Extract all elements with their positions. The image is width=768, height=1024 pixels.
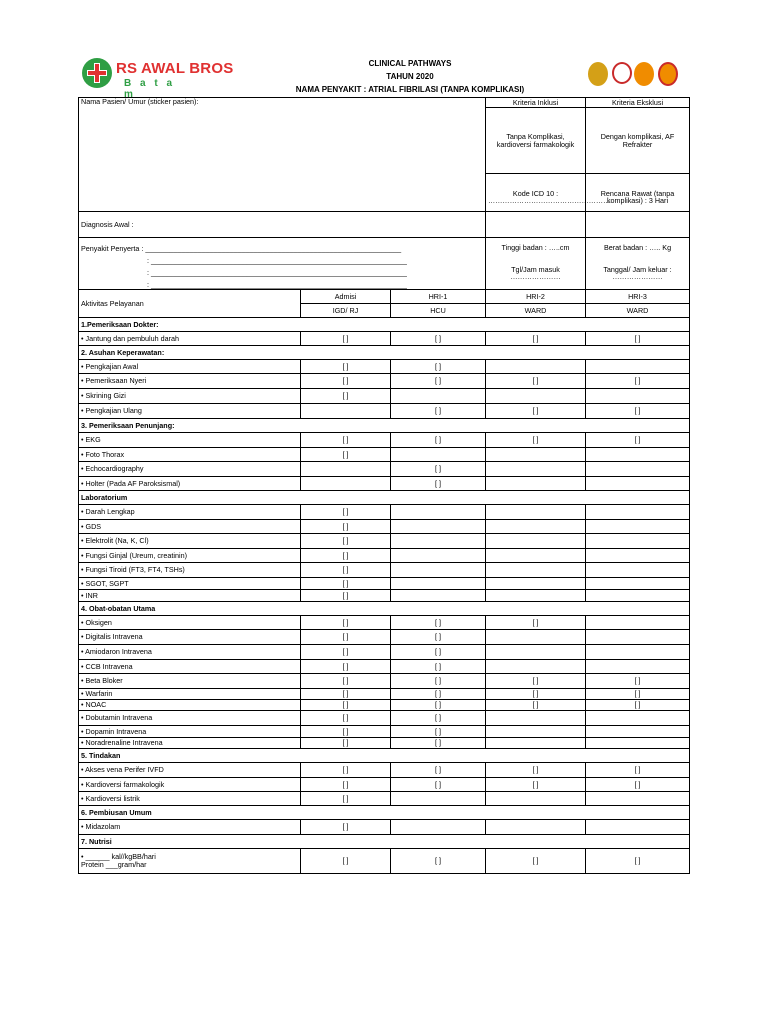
checkbox[interactable]: [ ] [391, 700, 486, 711]
activity-column-header: Aktivitas Pelayanan [79, 290, 301, 318]
checkbox[interactable]: [ ] [486, 689, 586, 700]
checkbox[interactable]: [ ] [486, 700, 586, 711]
checkbox[interactable]: [ ] [486, 674, 586, 689]
unit-header: HCU [391, 304, 486, 318]
table-row: • GDS [ ] [79, 520, 690, 534]
table-row: • Pengkajian Ulang [ ] [ ] [ ] [79, 404, 690, 419]
section-header: 3. Pemeriksaan Penunjang: [79, 419, 690, 433]
table-row: • Skrining Gizi [ ] [79, 389, 690, 404]
section-header: 6. Pembiusan Umum [79, 806, 690, 820]
checkbox[interactable]: [ ] [301, 738, 391, 749]
unit-header: WARD [586, 304, 690, 318]
document-title-block [230, 57, 590, 96]
checkbox[interactable]: [ ] [391, 462, 486, 477]
checkbox[interactable]: [ ] [301, 711, 391, 726]
table-row: • Darah Lengkap [ ] [79, 505, 690, 520]
checkbox[interactable]: [ ] [301, 520, 391, 534]
checkbox[interactable]: [ ] [301, 726, 391, 738]
table-row: • Dopamin Intravena [ ] [ ] [79, 726, 690, 738]
weight-field[interactable]: Berat badan : ….. Kg [603, 243, 672, 252]
checkbox[interactable]: [ ] [486, 778, 586, 792]
checkbox[interactable]: [ ] [391, 689, 486, 700]
checkbox[interactable]: [ ] [301, 792, 391, 806]
checkbox[interactable]: [ ] [391, 645, 486, 660]
checkbox[interactable]: [ ] [301, 332, 391, 346]
checkbox[interactable]: [ ] [301, 630, 391, 645]
title-line-2: TAHUN 2020 [386, 72, 434, 81]
checkbox[interactable]: [ ] [301, 448, 391, 462]
section-header: 5. Tindakan [79, 749, 690, 763]
checkbox[interactable]: [ ] [586, 332, 690, 346]
table-row: • Digitalis Intravena [ ] [ ] [79, 630, 690, 645]
checkbox[interactable]: [ ] [586, 433, 690, 448]
orange-seal-icon [658, 62, 678, 86]
checkbox[interactable]: [ ] [391, 726, 486, 738]
table-row: • Midazolam [ ] [79, 820, 690, 835]
checkbox[interactable]: [ ] [301, 820, 391, 835]
table-row: • Echocardiography [ ] [79, 462, 690, 477]
checkbox[interactable]: [ ] [301, 660, 391, 674]
table-row: • EKG [ ] [ ] [ ] [ ] [79, 433, 690, 448]
section-header: 4. Obat-obatan Utama [79, 602, 690, 616]
checkbox[interactable]: [ ] [391, 763, 486, 778]
checkbox[interactable]: [ ] [301, 563, 391, 578]
checkbox[interactable]: [ ] [586, 674, 690, 689]
orange-badge-icon [634, 62, 654, 86]
checkbox[interactable]: [ ] [586, 700, 690, 711]
section-header: Laboratorium [79, 491, 690, 505]
table-row: • Oksigen [ ] [ ] [ ] [79, 616, 690, 630]
unit-header: WARD [486, 304, 586, 318]
checkbox[interactable]: [ ] [391, 711, 486, 726]
checkbox[interactable]: [ ] [486, 433, 586, 448]
section-header: 1.Pemeriksaan Dokter: [79, 318, 690, 332]
checkbox[interactable]: [ ] [301, 700, 391, 711]
checkbox[interactable]: [ ] [391, 738, 486, 749]
hospital-city: B a t a m [124, 78, 176, 100]
checkbox[interactable]: [ ] [391, 404, 486, 419]
checkbox[interactable]: [ ] [586, 404, 690, 419]
table-row: • Foto Thorax [ ] [79, 448, 690, 462]
checkbox[interactable]: [ ] [586, 374, 690, 389]
table-row: • Fungsi Tiroid (FT3, FT4, TSHs) [ ] [79, 563, 690, 578]
inclusion-header: Kriteria Inklusi [486, 98, 586, 108]
red-badge-icon [612, 62, 632, 84]
checkbox[interactable]: [ ] [301, 674, 391, 689]
checkbox[interactable]: [ ] [586, 849, 690, 874]
table-row: • CCB Intravena [ ] [ ] [79, 660, 690, 674]
checkbox[interactable]: [ ] [301, 645, 391, 660]
section-header: 7. Nutrisi [79, 835, 690, 849]
checkbox[interactable]: [ ] [301, 374, 391, 389]
checkbox[interactable]: [ ] [301, 360, 391, 374]
checkbox[interactable]: [ ] [391, 674, 486, 689]
checkbox[interactable]: [ ] [391, 778, 486, 792]
checkbox[interactable]: [ ] [301, 433, 391, 448]
accreditation-badges [588, 62, 688, 92]
table-row: • Amiodaron Intravena [ ] [ ] [79, 645, 690, 660]
exclusion-value: Dengan komplikasi, AF Refrakter [586, 108, 690, 174]
table-row: • Pemeriksaan Nyeri [ ] [ ] [ ] [ ] [79, 374, 690, 389]
clinical-pathway-form [78, 97, 690, 874]
table-row: • INR [ ] [79, 590, 690, 602]
document-header [0, 0, 768, 98]
checkbox[interactable]: [ ] [301, 590, 391, 602]
checkbox[interactable]: [ ] [301, 616, 391, 630]
table-row: • Elektrolit (Na, K, Cl) [ ] [79, 534, 690, 549]
day-header: Admisi [301, 290, 391, 304]
icd-code-cell: Kode ICD 10 : …………………………………………… [486, 184, 586, 212]
diagnosis-field[interactable]: Diagnosis Awal : [79, 212, 486, 238]
table-row: • Jantung dan pembuluh darah [ ] [ ] [ ] [ ] [79, 332, 690, 346]
checkbox[interactable]: [ ] [391, 477, 486, 491]
checkbox[interactable]: [ ] [391, 332, 486, 346]
hospital-name: RS AWAL BROS [116, 60, 234, 77]
inclusion-value: Tanpa Komplikasi, kardioversi farmakologik [486, 108, 586, 174]
checkbox[interactable]: [ ] [301, 689, 391, 700]
checkbox[interactable]: [ ] [301, 778, 391, 792]
table-row: • Akses vena Perifer IVFD [ ] [ ] [ ] [ ] [79, 763, 690, 778]
checkbox[interactable]: [ ] [486, 616, 586, 630]
checkbox[interactable]: [ ] [391, 849, 486, 874]
checkbox[interactable]: [ ] [391, 433, 486, 448]
checkbox[interactable]: [ ] [301, 534, 391, 549]
checkbox[interactable]: [ ] [391, 616, 486, 630]
table-row: • Beta Bloker [ ] [ ] [ ] [ ] [79, 674, 690, 689]
checkbox[interactable]: [ ] [586, 689, 690, 700]
exclusion-header: Kriteria Eksklusi [586, 98, 690, 108]
title-line-3: NAMA PENYAKIT : ATRIAL FIBRILASI (TANPA KOMPLIKASI) [295, 85, 525, 94]
table-row: • Pengkajian Awal [ ] [ ] [79, 360, 690, 374]
discharge-cell: Berat badan : ….. Kg Tanggal/ Jam keluar : ………………… [586, 238, 690, 290]
checkbox[interactable]: [ ] [301, 505, 391, 520]
checkbox[interactable]: [ ] [301, 578, 391, 590]
checkbox[interactable]: [ ] [301, 389, 391, 404]
discharge-time-field[interactable]: Tanggal/ Jam keluar : [603, 264, 672, 274]
title-line-1: CLINICAL PATHWAYS [368, 59, 452, 68]
height-field[interactable]: Tinggi badan : …..cm [501, 243, 570, 252]
patient-sticker-area: Nama Pasien/ Umur (sticker pasien): [79, 98, 486, 212]
checkbox[interactable]: [ ] [586, 763, 690, 778]
checkbox[interactable]: [ ] [391, 630, 486, 645]
table-row: • Kardioversi listrik [ ] [79, 792, 690, 806]
checkbox[interactable]: [ ] [301, 549, 391, 563]
table-row: • Kardioversi farmakologik [ ] [ ] [ ] [ ] [79, 778, 690, 792]
cross-icon [82, 58, 112, 88]
day-header: HRI-2 [486, 290, 586, 304]
checkbox[interactable]: [ ] [391, 360, 486, 374]
checkbox[interactable]: [ ] [486, 763, 586, 778]
table-row: • Fungsi Ginjal (Ureum, creatinin) [ ] [79, 549, 690, 563]
checkbox[interactable]: [ ] [486, 332, 586, 346]
checkbox[interactable]: [ ] [391, 660, 486, 674]
hospital-logo [82, 58, 234, 100]
checkbox[interactable]: [ ] [486, 849, 586, 874]
unit-header: IGD/ RJ [301, 304, 391, 318]
table-row [79, 849, 690, 874]
day-header: HRI-3 [586, 290, 690, 304]
care-plan-cell: Rencana Rawat (tanpa komplikasi) : 3 Hari [586, 184, 690, 212]
table-row: • Warfarin [ ] [ ] [ ] [ ] [79, 689, 690, 700]
admission-time-field[interactable]: Tgl/Jam masuk [511, 264, 560, 274]
table-row: • Noradrenaline Intravena [ ] [ ] [79, 738, 690, 749]
admission-cell: Tinggi badan : …..cm Tgl/Jam masuk ………………… [486, 238, 586, 290]
checkbox[interactable]: [ ] [586, 778, 690, 792]
checkbox[interactable]: [ ] [301, 849, 391, 874]
day-header: HRI-1 [391, 290, 486, 304]
checkbox[interactable]: [ ] [486, 374, 586, 389]
protein-field[interactable]: Protein ___gram/har [81, 860, 147, 869]
gold-badge-icon [588, 62, 608, 86]
comorbidity-field[interactable]: Penyakit Penyerta : ________________________________________________________________ : ________________________________________________________________ : ________________________________________________________________ : ________________________________________________________________ [79, 238, 486, 290]
table-row: • SGOT, SGPT [ ] [79, 578, 690, 590]
calorie-field[interactable]: • ______ kal//kgBB/hari [81, 852, 156, 862]
checkbox[interactable]: [ ] [486, 404, 586, 419]
checkbox[interactable]: [ ] [391, 374, 486, 389]
section-header: 2. Asuhan Keperawatan: [79, 346, 690, 360]
table-row: • Holter (Pada AF Paroksismal) [ ] [79, 477, 690, 491]
checkbox[interactable]: [ ] [301, 763, 391, 778]
table-row: • NOAC [ ] [ ] [ ] [ ] [79, 700, 690, 711]
table-row: • Dobutamin Intravena [ ] [ ] [79, 711, 690, 726]
